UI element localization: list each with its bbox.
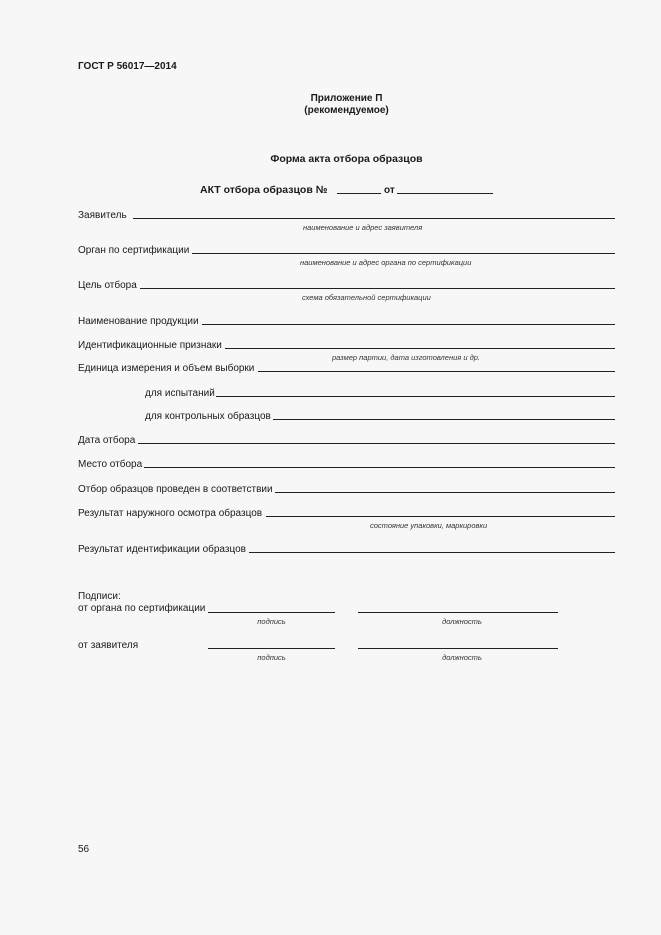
purpose-line[interactable]	[140, 288, 615, 289]
inspection-label: Результат наружного осмотра образцов	[78, 508, 263, 519]
sig-cert-body-signature-line[interactable]	[208, 612, 335, 613]
form-title: Форма акта отбора образцов	[270, 153, 423, 165]
place-line[interactable]	[144, 467, 615, 468]
sig-applicant-label: от заявителя	[78, 640, 139, 651]
sig-cert-body-position-hint: должность	[442, 617, 482, 626]
standard-number: ГОСТ Р 56017—2014	[78, 61, 177, 72]
compliance-label: Отбор образцов проведен в соответствии	[78, 484, 273, 495]
applicant-hint: наименование и адрес заявителя	[303, 223, 423, 232]
sig-applicant-position-hint: должность	[442, 653, 482, 662]
for-tests-line[interactable]	[216, 396, 615, 397]
inspection-line[interactable]	[266, 516, 615, 517]
page-number: 56	[78, 844, 90, 855]
date-line[interactable]	[138, 443, 615, 444]
sig-cert-body-label: от органа по сертификации	[78, 603, 206, 614]
id-result-line[interactable]	[249, 552, 615, 553]
identification-label: Идентификационные признаки	[78, 340, 222, 351]
unit-line[interactable]	[258, 371, 615, 372]
sig-cert-body-signature-hint: подпись	[257, 617, 286, 626]
sig-applicant-position-line[interactable]	[358, 648, 558, 649]
act-number-line[interactable]	[337, 193, 381, 194]
identification-line[interactable]	[225, 348, 615, 349]
applicant-line[interactable]	[133, 218, 615, 219]
purpose-label: Цель отбора	[78, 280, 137, 291]
for-control-label: для контрольных образцов	[145, 411, 271, 422]
applicant-label: Заявитель	[78, 210, 127, 221]
signatures-heading: Подписи:	[78, 591, 121, 602]
unit-label: Единица измерения и объем выборки	[78, 363, 255, 374]
appendix-status: (рекомендуемое)	[304, 105, 389, 116]
product-name-label: Наименование продукции	[78, 316, 199, 327]
cert-body-line[interactable]	[192, 253, 615, 254]
cert-body-label: Орган по сертификации	[78, 245, 190, 256]
product-name-line[interactable]	[202, 324, 615, 325]
sig-cert-body-position-line[interactable]	[358, 612, 558, 613]
cert-body-hint: наименование и адрес органа по сертификации	[300, 258, 472, 267]
sig-applicant-signature-line[interactable]	[208, 648, 335, 649]
for-control-line[interactable]	[273, 419, 615, 420]
id-result-label: Результат идентификации образцов	[78, 544, 246, 555]
appendix-title: Приложение П	[310, 93, 383, 104]
place-label: Место отбора	[78, 459, 143, 470]
purpose-hint: схема обязательной сертификации	[302, 293, 431, 302]
act-from-label: от	[384, 185, 395, 196]
for-tests-label: для испытаний	[145, 388, 215, 399]
inspection-hint: состояние упаковки, маркировки	[370, 521, 488, 530]
act-title: АКТ отбора образцов №	[200, 184, 328, 196]
compliance-line[interactable]	[275, 492, 615, 493]
identification-hint: размер партии, дата изготовления и др.	[332, 353, 480, 362]
date-label: Дата отбора	[78, 435, 136, 446]
sig-applicant-signature-hint: подпись	[257, 653, 286, 662]
act-date-line[interactable]	[397, 193, 493, 194]
